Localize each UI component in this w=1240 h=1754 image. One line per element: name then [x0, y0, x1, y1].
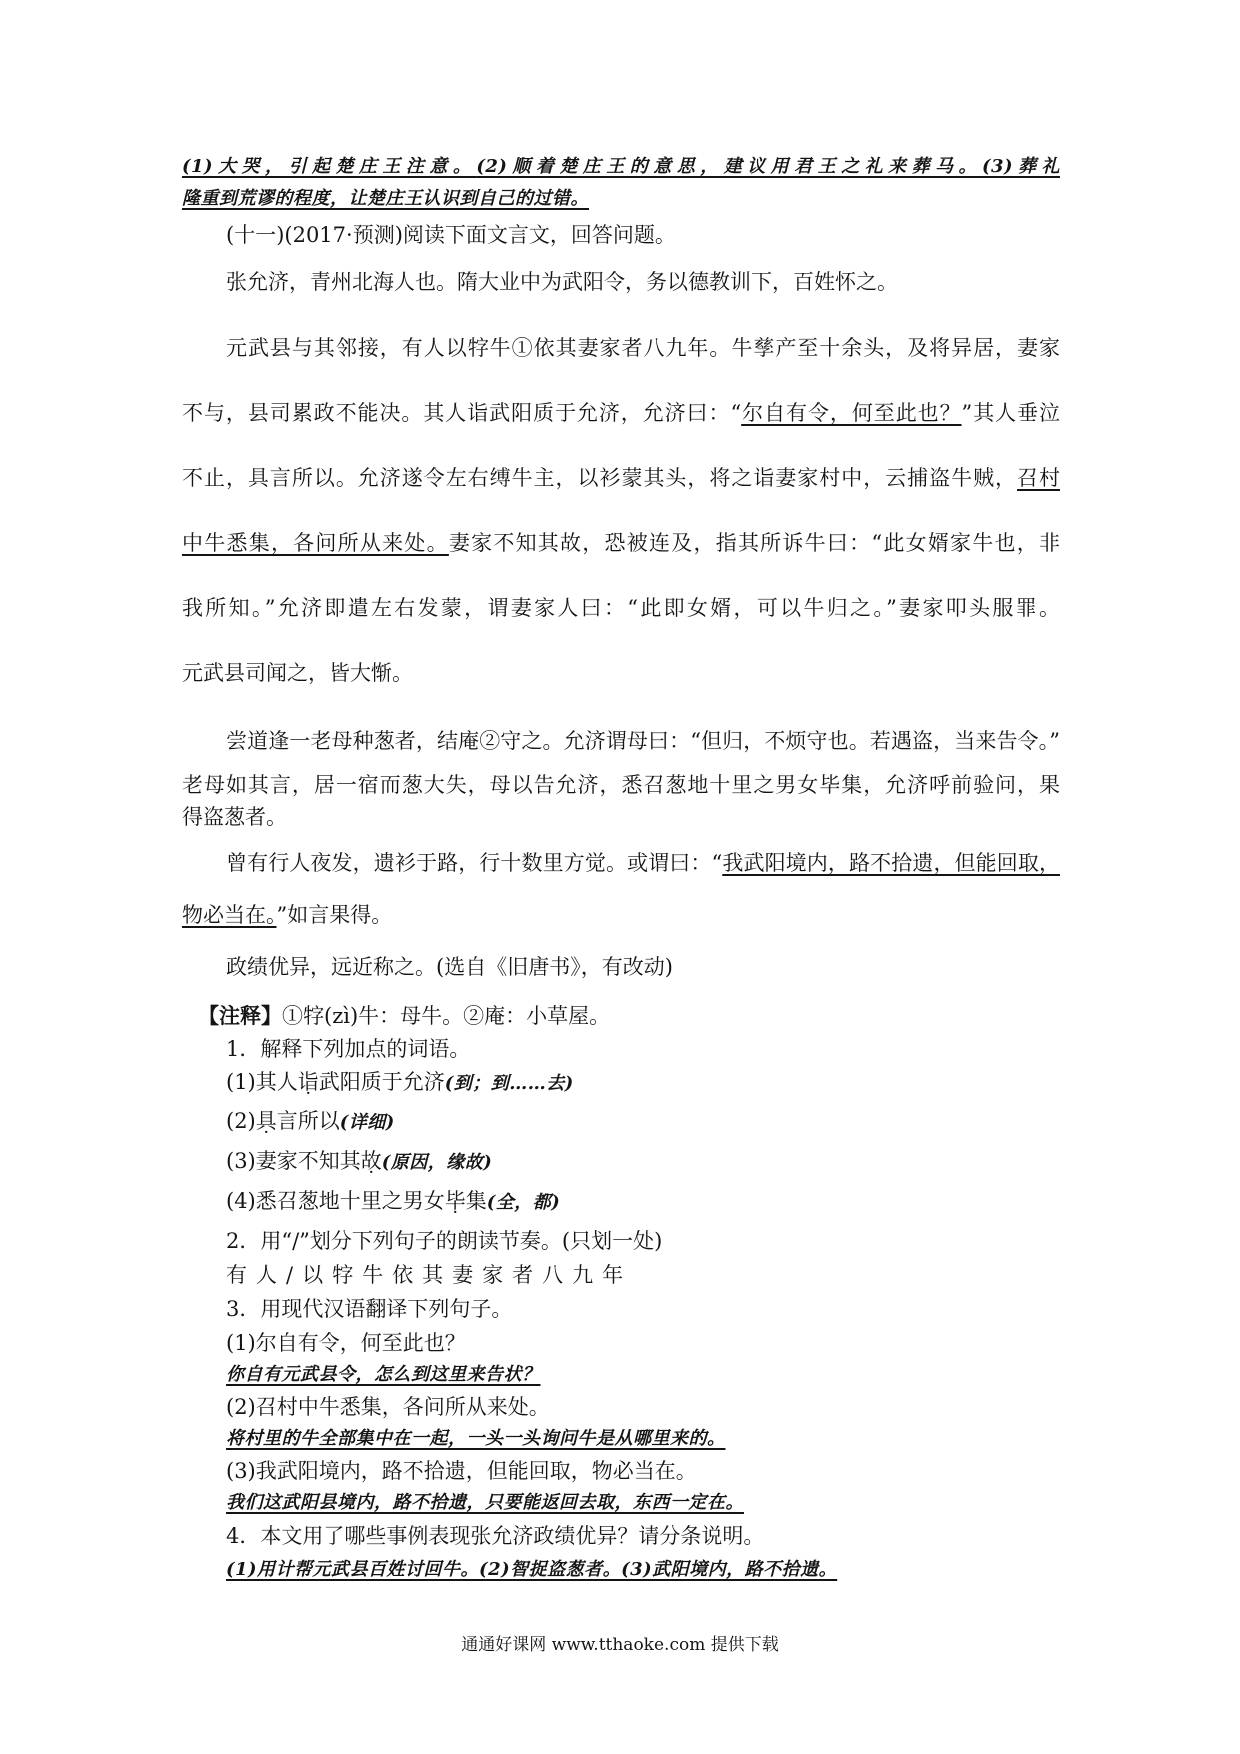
dotted-word: 诣 — [297, 1070, 319, 1094]
passage-paragraph-3-line-2: 老母如其言，居一宿而葱大失，母以告允济，悉召葱地十里之男女毕集，允济呼前验问，果 — [182, 773, 1060, 797]
item-text: (1)其人 — [226, 1070, 298, 1094]
underlined-sentence-3-part-2: 物必当在。 — [182, 903, 277, 927]
notes — [198, 1003, 610, 1029]
question-2-sentence: 有人/以牸牛依其妻家者八九年 — [226, 1263, 633, 1287]
handwritten-answer: (原因，缘故) — [381, 1152, 493, 1173]
question-2-title: 2．用“/”划分下列句子的朗读节奏。(只划一处) — [226, 1229, 663, 1253]
previous-answer-part-2: (2)顺着楚庄王的意思，建议用君王之礼来葬马。 — [476, 156, 982, 177]
question-1-item-4 — [226, 1188, 560, 1216]
item-text: 言所以 — [276, 1109, 340, 1133]
question-3-sentence-3: (3)我武阳境内，路不拾遗，但能回取，物必当在。 — [226, 1459, 697, 1483]
underlined-sentence-1: 尔自有令，何至此也？ — [741, 401, 962, 425]
previous-answer-line-1 — [182, 154, 1060, 180]
passage-paragraph-1: 张允济，青州北海人也。隋大业中为武阳令，务以德教训下，百姓怀之。 — [226, 270, 898, 294]
passage-text: 元武县与其邻接，有人以牸牛①依其妻家者八九年。牛孳产至十余头，及将异居，妻家 — [226, 336, 1060, 360]
passage-source: 政绩优异，远近称之。(选自《旧唐书》，有改动) — [226, 955, 673, 979]
passage-paragraph-4-line-1 — [182, 850, 1060, 876]
passage-text: 曾有行人夜发，遗衫于路，行十数里方觉。或谓曰：“ — [226, 851, 723, 875]
passage-paragraph-2-line-3 — [182, 465, 1060, 491]
underlined-sentence-2-part-2: 中牛悉集，各问所从来处。 — [182, 531, 449, 555]
passage-paragraph-2-line-4 — [182, 530, 1060, 556]
passage-text: 不止，具言所以。允济遂令左右缚牛主，以衫蒙其头，将之诣妻家村中，云捕盗牛贼， — [182, 466, 1018, 490]
previous-answer-part-3: (3)葬礼 — [981, 156, 1061, 177]
dotted-word: 故 — [360, 1149, 382, 1173]
question-4-title: 4．本文用了哪些事例表现张允济政绩优异？请分条说明。 — [226, 1524, 765, 1548]
item-text: (4)悉召葱地十里之男女 — [226, 1189, 445, 1213]
item-text: (2) — [226, 1109, 256, 1133]
question-3-sentence-1: (1)尔自有令，何至此也？ — [226, 1331, 466, 1355]
passage-paragraph-2-line-5: 我所知。”允济即遣左右发蒙，谓妻家人曰：“此即女婿，可以牛归之。”妻家叩头服罪。 — [182, 596, 1060, 620]
question-1-title: 1．解释下列加点的词语。 — [226, 1037, 471, 1061]
handwritten-answer: (到；到……去) — [444, 1073, 574, 1094]
question-3-answer-3: 我们这武阳县境内，路不拾遗，只要能返回去取，东西一定在。 — [226, 1492, 744, 1513]
notes-label: 【注释】 — [198, 1003, 282, 1028]
passage-text: 尝道逢一老母种葱者，结庵②守之。允济谓母曰：“但归，不烦守也。若遇盗，当来告令。” — [226, 729, 1060, 753]
passage-paragraph-3-line-1 — [182, 728, 1060, 754]
previous-answer-line-2: 隆重到荒谬的程度，让楚庄王认识到自己的过错。 — [182, 188, 589, 209]
underlined-sentence-2-part-1: 召村 — [1017, 466, 1061, 490]
item-text: (3)妻家不知其 — [226, 1149, 361, 1173]
question-1-item-3 — [226, 1148, 492, 1176]
previous-answer-part-1: (1)大哭，引起楚庄王注意。 — [182, 156, 477, 177]
passage-paragraph-3-line-3: 得盗葱者。 — [182, 805, 287, 829]
handwritten-answer: (详细) — [339, 1112, 395, 1133]
passage-paragraph-2-line-6: 元武县司闻之，皆大惭。 — [182, 661, 413, 685]
passage-paragraph-4-line-2 — [182, 902, 392, 928]
dotted-word: 具 — [255, 1109, 277, 1133]
question-1-item-2 — [226, 1108, 395, 1136]
passage-text: ”其人垂泣 — [961, 401, 1061, 425]
section-heading: (十一)(2017·预测)阅读下面文言文，回答问题。 — [226, 223, 676, 247]
passage-paragraph-2-line-1 — [182, 335, 1060, 361]
page-footer[interactable]: 通通好课网 www.tthaoke.com 提供下载 — [461, 1635, 779, 1655]
item-text: 武阳质于允济 — [318, 1070, 445, 1094]
question-4-answer: (1)用计帮元武县百姓讨回牛。(2)智捉盗葱者。(3)武阳境内，路不拾遗。 — [226, 1559, 838, 1580]
notes-text: ①牸(zì)牛：母牛。②庵：小草屋。 — [282, 1004, 611, 1028]
passage-text: 不与，县司累政不能决。其人诣武阳质于允济，允济曰：“ — [182, 401, 742, 425]
handwritten-answer: (全，都) — [486, 1192, 561, 1213]
question-3-answer-2: 将村里的牛全部集中在一起，一头一头询问牛是从哪里来的。 — [226, 1428, 726, 1449]
item-text: 集 — [465, 1189, 487, 1213]
question-3-answer-1: 你自有元武县令，怎么到这里来告状？ — [226, 1364, 541, 1385]
question-3-title: 3．用现代汉语翻译下列句子。 — [226, 1297, 513, 1321]
passage-text: ”如言果得。 — [276, 903, 393, 927]
dotted-word: 毕 — [444, 1189, 466, 1213]
passage-text: 妻家不知其故，恐被连及，指其所诉牛曰：“此女婿家牛也，非 — [448, 531, 1061, 555]
question-3-sentence-2: (2)召村中牛悉集，各问所从来处。 — [226, 1395, 550, 1419]
underlined-sentence-3-part-1: 我武阳境内，路不拾遗，但能回取， — [722, 851, 1060, 875]
question-1-item-1 — [226, 1069, 574, 1097]
passage-paragraph-2-line-2 — [182, 400, 1060, 426]
